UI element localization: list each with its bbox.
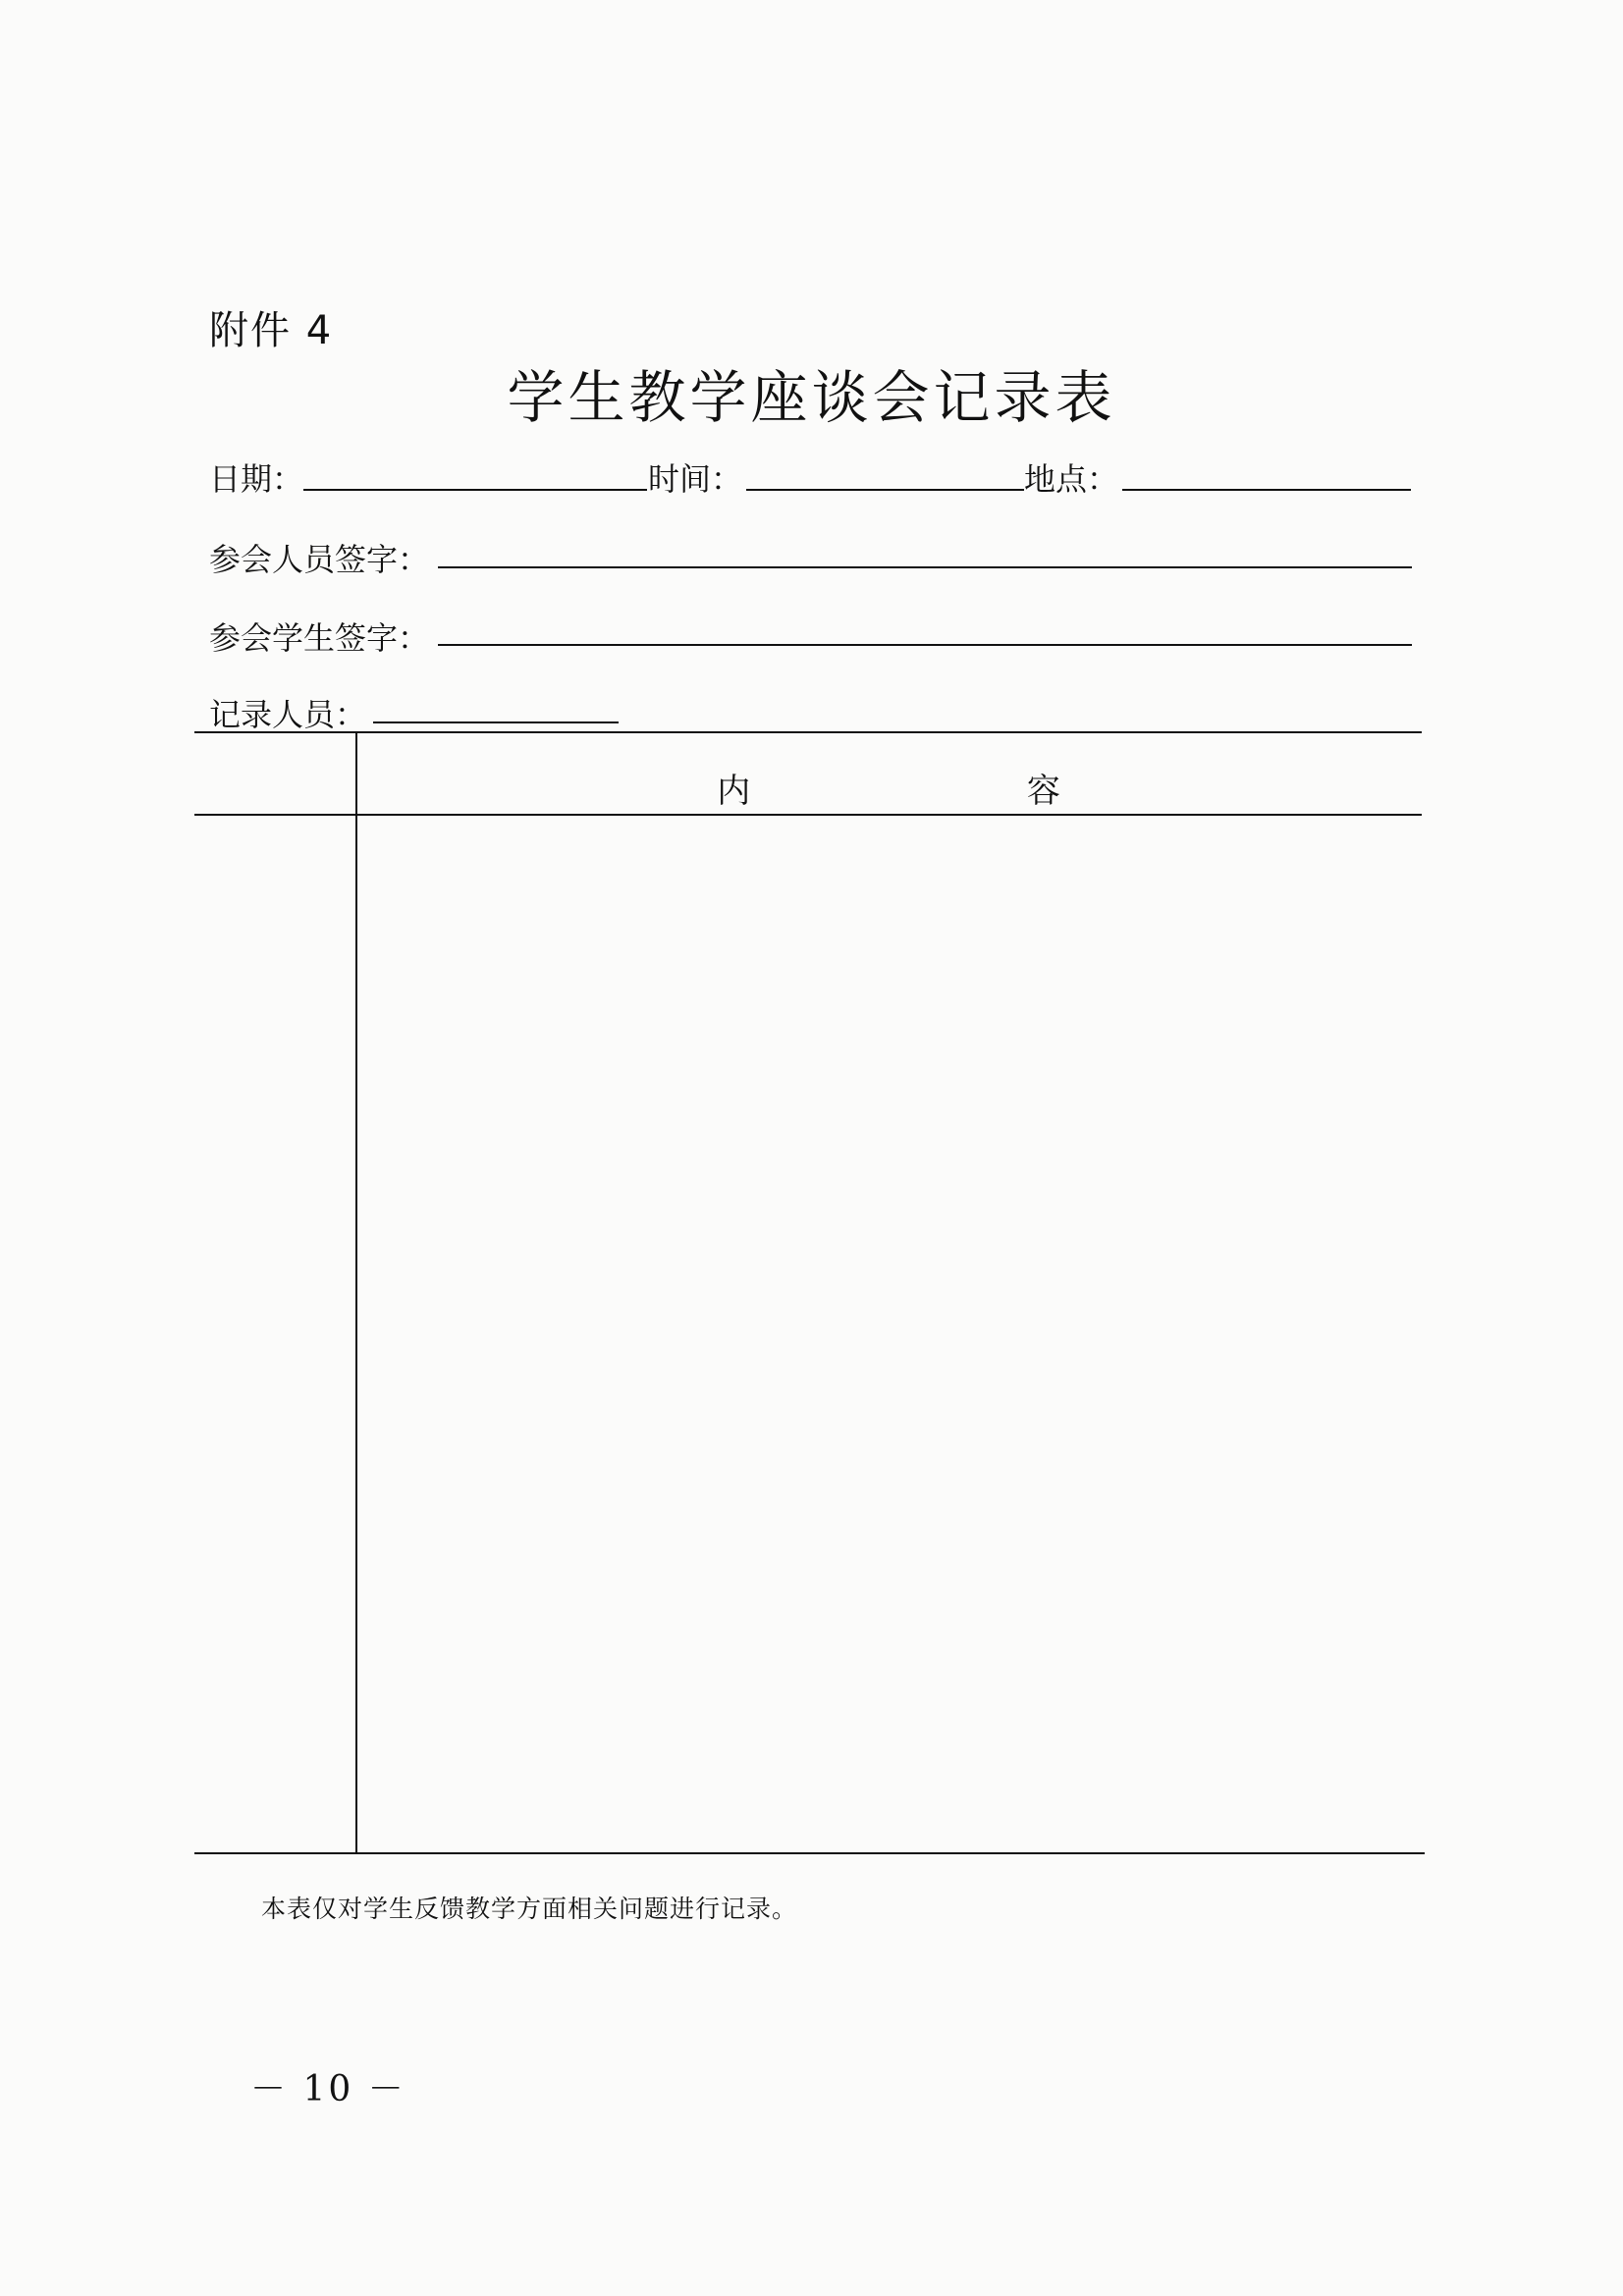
student-signature-field[interactable] xyxy=(438,644,1412,646)
table-header-char-2: 容 xyxy=(1026,772,1060,811)
date-field[interactable] xyxy=(303,489,647,491)
staff-signature-field[interactable] xyxy=(438,566,1412,568)
staff-signature-label: 参会人员签字： xyxy=(209,541,430,578)
attachment-label: 附件 4 xyxy=(209,308,334,353)
table-bottom-rule xyxy=(194,1852,1425,1854)
recorder-field[interactable] xyxy=(373,721,619,723)
time-field[interactable] xyxy=(746,489,1024,491)
content-area[interactable] xyxy=(357,817,1422,1851)
page-number: － 10 － xyxy=(250,2069,406,2109)
recorder-label: 记录人员： xyxy=(209,696,367,733)
table-header-char-1: 内 xyxy=(717,772,751,811)
footer-note: 本表仅对学生反馈教学方面相关问题进行记录。 xyxy=(261,1895,798,1923)
date-label: 日期： xyxy=(209,460,304,498)
table-header-rule xyxy=(194,814,1422,816)
table-header-content xyxy=(353,764,1424,812)
form-title: 学生教学座谈会记录表 xyxy=(507,364,1116,431)
time-label: 时间： xyxy=(648,460,743,498)
table-top-rule xyxy=(194,731,1422,733)
location-field[interactable] xyxy=(1122,489,1411,491)
student-signature-label: 参会学生签字： xyxy=(209,619,430,657)
location-label: 地点： xyxy=(1024,460,1119,498)
